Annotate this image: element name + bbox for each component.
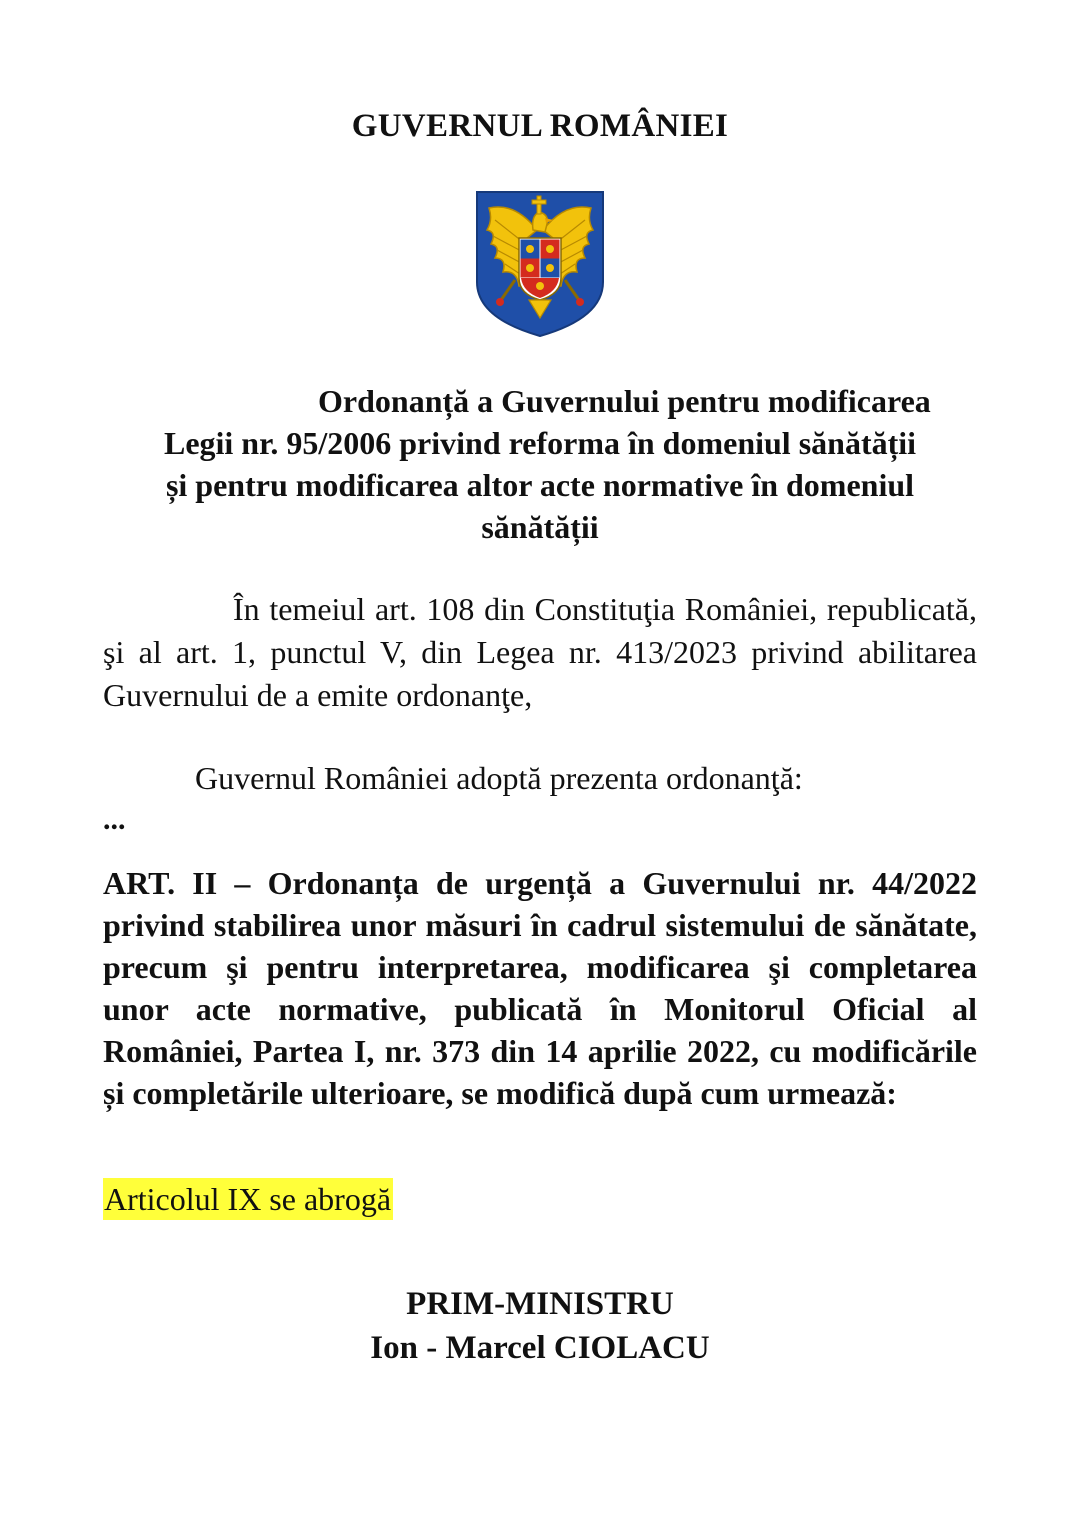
title-line-3: și pentru modificarea altor acte normative în domeniul	[165, 467, 915, 503]
omission-ellipsis: ...	[103, 803, 126, 836]
signatory-role: PRIM-MINISTRU	[406, 1286, 674, 1322]
signatory-name: Ion - Marcel CIOLACU	[370, 1330, 710, 1366]
adoption-statement: Guvernul României adoptă prezenta ordonanţă:	[195, 760, 803, 796]
title-line-2: Legii nr. 95/2006 privind reforma în domeniul sănătății	[163, 425, 917, 461]
preamble-text: În temeiul art. 108 din Constituţia României, republicată, şi al art. 1, punctul V, din Legea nr. 413/2023 privind abilitarea Guvernului de a emite ordonanţe,	[103, 591, 977, 713]
title-line-1: Ordonanță a Guvernului pentru modificarea	[318, 383, 931, 419]
ordinance-title	[100, 380, 980, 548]
government-header: GUVERNUL ROMÂNIEI	[351, 108, 729, 144]
highlighted-amendment: Articolul IX se abrogă	[103, 1178, 393, 1220]
romania-coat-of-arms-icon	[475, 190, 605, 338]
title-line-4: sănătății	[481, 509, 599, 545]
article-ii-paragraph: ART. II – Ordonanța de urgență a Guvernului nr. 44/2022 privind stabilirea unor măsuri în cadrul sistemului de sănătate, precum şi pentru interpretarea, modificarea şi completarea unor acte normative, publicată în Monitorul Oficial al României, Partea I, nr. 373 din 14 aprilie 2022, cu modificările și completările ulterioare, se modifică după cum urmează:	[103, 865, 977, 1111]
signature-block	[0, 1282, 1080, 1370]
preamble-paragraph	[103, 588, 977, 717]
